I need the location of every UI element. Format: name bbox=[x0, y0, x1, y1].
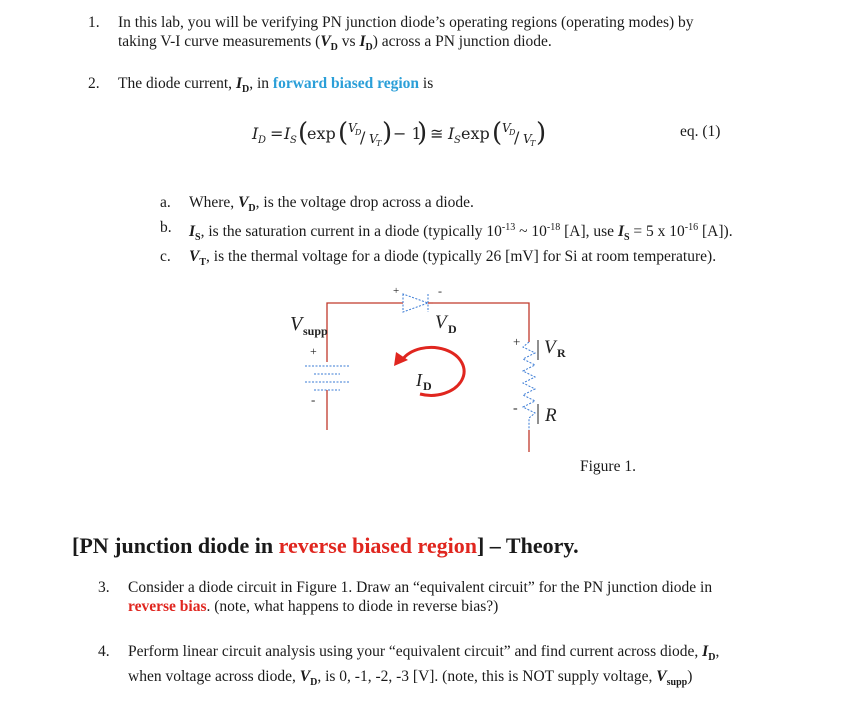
item4-line1: Perform linear circuit analysis using your “equivalent circuit” and find current across diode, $I_D$, bbox=[128, 643, 720, 664]
svg-text:T: T bbox=[530, 139, 536, 148]
item1-line1: In this lab, you will be verifying PN junction diode’s operating regions (operating modes) by bbox=[118, 14, 694, 31]
svg-text:S: S bbox=[290, 135, 297, 146]
battery-plus: + bbox=[310, 344, 317, 358]
svg-text:/: / bbox=[360, 128, 366, 147]
svg-text:D: D bbox=[448, 322, 457, 336]
svg-text:− 1: − 1 bbox=[393, 124, 422, 143]
svg-text:S: S bbox=[454, 135, 461, 146]
vd-label: V bbox=[435, 312, 447, 333]
svg-text:exp: exp bbox=[307, 124, 336, 143]
svg-text:): ) bbox=[536, 118, 547, 148]
diode-minus: - bbox=[438, 284, 442, 298]
svg-text:(: ( bbox=[298, 118, 309, 148]
svg-text:V: V bbox=[502, 121, 511, 135]
item3-line1: Consider a diode circuit in Figure 1. Draw an “equivalent circuit” for the PN junction diode in bbox=[128, 579, 713, 596]
svg-text:D: D bbox=[355, 128, 362, 137]
svg-text:): ) bbox=[382, 118, 393, 148]
resistor-minus: - bbox=[513, 401, 518, 416]
item-number: 2. bbox=[88, 75, 100, 92]
circuit-wires bbox=[327, 303, 529, 452]
figure-caption: Figure 1. bbox=[580, 458, 636, 475]
item1-line2: taking V-I curve measurements ($V_D$ vs $I_D$) across a PN junction diode. bbox=[118, 33, 552, 54]
svg-text:V: V bbox=[369, 132, 378, 146]
svg-text:I: I bbox=[448, 124, 455, 143]
equation-label: eq. (1) bbox=[680, 123, 721, 140]
item-number: 3. bbox=[98, 579, 110, 596]
diode-symbol bbox=[403, 294, 433, 312]
svg-text:D: D bbox=[423, 379, 432, 393]
item-number: 4. bbox=[98, 643, 110, 660]
svg-text:I: I bbox=[252, 124, 259, 143]
svg-text:D: D bbox=[509, 128, 516, 137]
reverse-biased-highlight: reverse biased region bbox=[278, 533, 477, 558]
svg-text:R: R bbox=[557, 346, 566, 360]
sublist-item-a: a. Where, $V_D$, is the voltage drop across a diode. bbox=[160, 194, 474, 215]
item-number: 1. bbox=[88, 14, 100, 31]
svg-text:T: T bbox=[376, 139, 382, 148]
sublist-item-b: b. $I_S$, is the saturation current in a diode (typically $10^{-13}$ ~ $10^{-18}$ [A], use $I_S = 5$ x $10^{-16}$ [A]). bbox=[160, 219, 733, 244]
resistor-plus: + bbox=[513, 334, 521, 349]
r-label: R bbox=[545, 405, 557, 426]
item4-line2: when voltage across diode, $V_D$, is 0, -1, -2, -3 [V]. (note, this is NOT supply voltage, $V_{supp}$) bbox=[128, 668, 693, 689]
svg-text:D: D bbox=[258, 135, 267, 146]
sublist-item-c: c. $V_T$, is the thermal voltage for a diode (typically 26 [mV] for Si at room temperature). bbox=[160, 248, 717, 269]
svg-text:I: I bbox=[284, 124, 291, 143]
svg-text:≅: ≅ bbox=[430, 124, 444, 143]
resistor-symbol bbox=[523, 342, 535, 430]
svg-text:V: V bbox=[348, 121, 357, 135]
svg-text:): ) bbox=[417, 118, 428, 148]
vr-label: V bbox=[544, 337, 556, 358]
svg-text:=: = bbox=[270, 124, 284, 143]
battery-minus: - bbox=[311, 392, 316, 407]
battery-symbol bbox=[305, 366, 349, 390]
list-item-3 bbox=[98, 578, 838, 616]
svg-text:/: / bbox=[514, 128, 520, 147]
id-label: I bbox=[416, 370, 422, 390]
forward-biased-highlight: forward biased region bbox=[272, 75, 420, 92]
diode-equation bbox=[252, 112, 632, 156]
vsupp-label: V bbox=[290, 313, 303, 335]
diode-plus: + bbox=[393, 285, 400, 297]
svg-text:V: V bbox=[523, 132, 532, 146]
svg-text:exp: exp bbox=[461, 124, 490, 143]
list-item-2: 2. The diode current, $I_D$, in forward biased region is bbox=[88, 75, 434, 96]
section-heading: [PN junction diode in reverse biased region] – Theory. bbox=[72, 533, 579, 558]
svg-text:supp: supp bbox=[303, 324, 328, 338]
circuit-diagram bbox=[270, 280, 590, 480]
svg-text:(: ( bbox=[338, 118, 349, 148]
item3-line2: reverse bias. (note, what happens to diode in reverse bias?) bbox=[128, 598, 499, 615]
list-item-4 bbox=[98, 642, 843, 692]
circuit-figure bbox=[270, 280, 590, 480]
svg-text:(: ( bbox=[492, 118, 503, 148]
list-item-1 bbox=[88, 13, 828, 57]
sublist bbox=[160, 193, 840, 272]
